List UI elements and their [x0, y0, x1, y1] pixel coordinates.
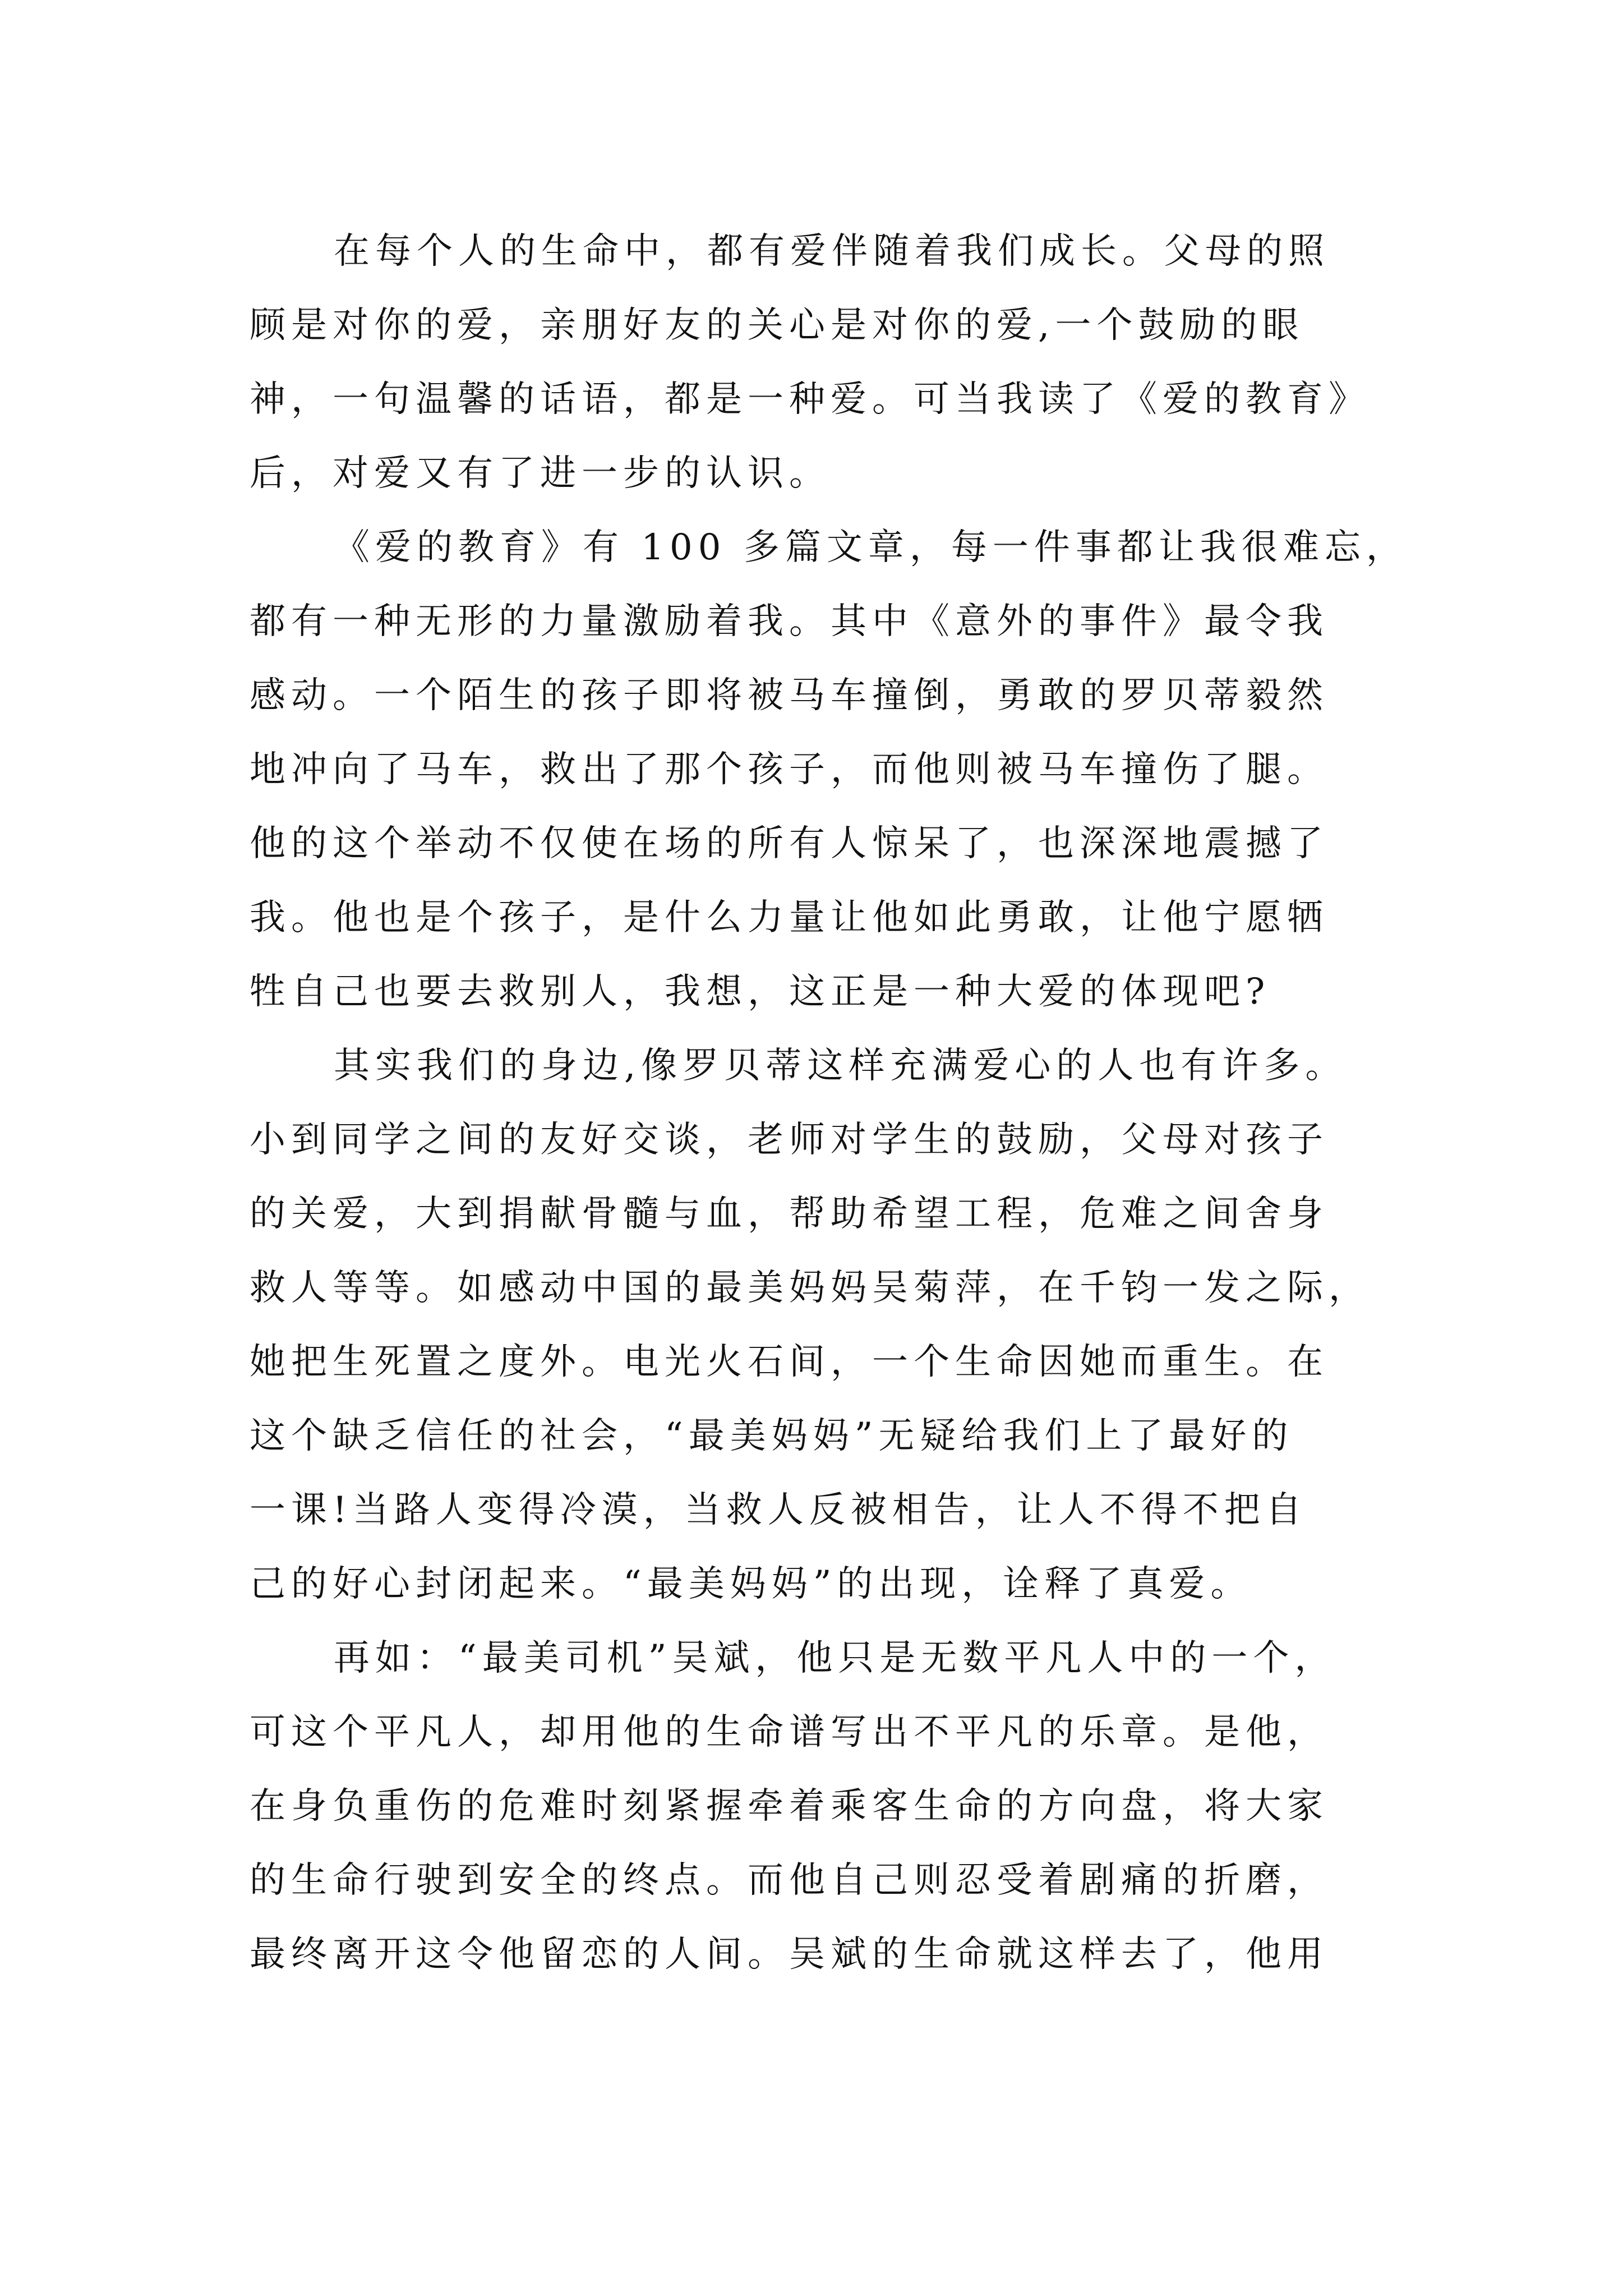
- text-line: 顾是对你的爱，亲朋好友的关心是对你的爱,一个鼓励的眼: [250, 305, 1304, 346]
- text-line: 其实我们的身边,像罗贝蒂这样充满爱心的人也有许多。: [334, 1045, 1347, 1087]
- text-line: 救人等等。如感动中国的最美妈妈吴菊萍，在千钧一发之际，: [250, 1267, 1370, 1309]
- paragraph-1: [250, 214, 1388, 510]
- text-line: 感动。一个陌生的孩子即将被马车撞倒，勇敢的罗贝蒂毅然: [250, 675, 1329, 716]
- text-line: 牲自己也要去救别人，我想，这正是一种大爱的体现吧?: [250, 971, 1271, 1013]
- text-line: 在每个人的生命中，都有爱伴随着我们成长。父母的照: [334, 231, 1330, 272]
- text-line: 再如：“最美司机”吴斌，他只是无数平凡人中的一个，: [334, 1637, 1336, 1679]
- text-line: 地冲向了马车，救出了那个孩子，而他则被马车撞伤了腿。: [250, 749, 1329, 790]
- text-line: 一课!当路人变得冷漠，当救人反被相告，让人不得不把自: [250, 1489, 1307, 1531]
- text-line: 神，一句温馨的话语，都是一种爱。可当我读了《爱的教育》: [250, 379, 1370, 420]
- text-line: 可这个平凡人，却用他的生命谱写出不平凡的乐章。是他，: [250, 1711, 1329, 1753]
- text-line: 的生命行驶到安全的终点。而他自己则忍受着剧痛的折磨，: [250, 1860, 1329, 1901]
- text-line: 最终离开这令他留恋的人间。吴斌的生命就这样去了，他用: [250, 1934, 1329, 1975]
- paragraph-4: [250, 1621, 1388, 1991]
- text-line: 我。他也是个孩子，是什么力量让他如此勇敢，让他宁愿牺: [250, 897, 1329, 938]
- text-line: 都有一种无形的力量激励着我。其中《意外的事件》最令我: [250, 601, 1329, 642]
- text-line: 小到同学之间的友好交谈，老师对学生的鼓励，父母对孩子: [250, 1119, 1329, 1161]
- paragraph-2: [250, 510, 1408, 1029]
- text-line: 的关爱，大到捐献骨髓与血，帮助希望工程，危难之间舍身: [250, 1193, 1329, 1235]
- text-line: 在身负重伤的危难时刻紧握牵着乘客生命的方向盘，将大家: [250, 1786, 1329, 1827]
- text-line: 他的这个举动不仅使在场的所有人惊呆了，也深深地震撼了: [250, 823, 1329, 864]
- document-body: [250, 214, 1408, 1991]
- text-line: 《爱的教育》有 100 多篇文章，每一件事都让我很难忘，: [334, 527, 1408, 568]
- text-line: 己的好心封闭起来。“最美妈妈”的出现，诠释了真爱。: [250, 1563, 1252, 1605]
- text-line: 她把生死置之度外。电光火石间，一个生命因她而重生。在: [250, 1341, 1329, 1383]
- text-line: 后，对爱又有了进一步的认识。: [250, 453, 831, 494]
- paragraph-3: [250, 1029, 1388, 1621]
- text-line: 这个缺乏信任的社会，“最美妈妈”无疑给我们上了最好的: [250, 1415, 1294, 1457]
